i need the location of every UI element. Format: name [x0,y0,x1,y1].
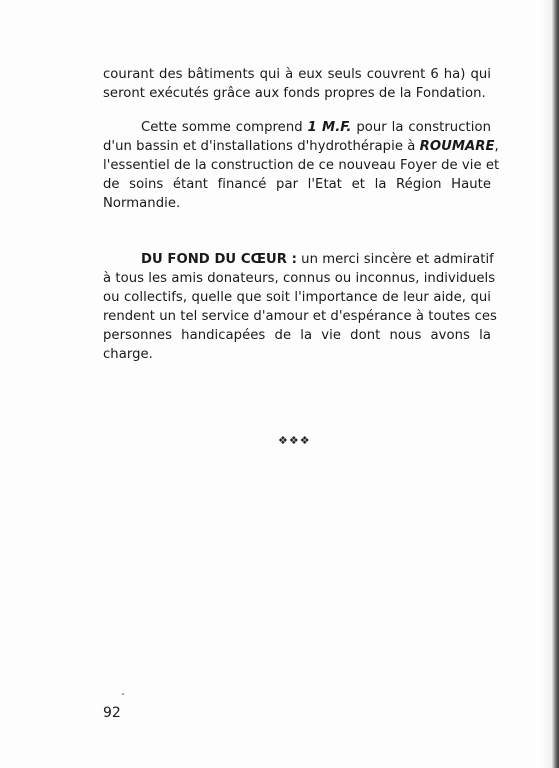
thanks-heading: DU FOND DU CŒUR : [141,252,297,267]
text-line: l'essentiel de la construction de ce nouveau Foyer de vie et [103,158,500,173]
text-segment: Cette somme comprend [141,120,308,135]
page-number: 92 [103,705,121,721]
paragraph-funding [103,118,500,213]
amount-emphasis: 1 M.F. [307,120,352,135]
text-line: ou collectifs, quelle que soit l'importance de leur aide, qui [103,290,491,305]
text-line: seront exécutés grâce aux fonds propres de la Fondation. [103,86,486,101]
text-line [103,118,491,137]
binding-shadow [542,0,552,768]
paragraph-continuation [103,65,491,103]
text-segment: un merci sincère et admiratif [296,252,494,267]
text-segment: pour la construction [351,120,491,135]
text-line: courant des bâtiments qui à eux seuls couvrent 6 ha) qui [103,67,491,82]
text-segment: d'un bassin et d'installations d'hydrothérapie à [103,139,420,154]
paragraph-thanks [103,250,497,364]
text-line: Normandie. [103,196,181,211]
page-edge [552,0,559,768]
text-line: à tous les amis donateurs, connus ou inconnus, individuels [103,271,496,286]
text-segment: , [494,139,499,154]
text-line: personnes handicapées de la vie dont nous avons la [103,328,491,343]
text-line [103,250,494,269]
diamond-separator-icon: ❖❖❖ [278,434,311,447]
paper-speck [122,693,124,695]
text-line [103,137,499,156]
place-emphasis: ROUMARE [419,139,495,154]
text-line: de soins étant financé par l'Etat et la Région Haute [103,177,491,192]
text-line: charge. [103,347,153,362]
text-line: rendent un tel service d'amour et d'espérance à toutes ces [103,309,497,324]
